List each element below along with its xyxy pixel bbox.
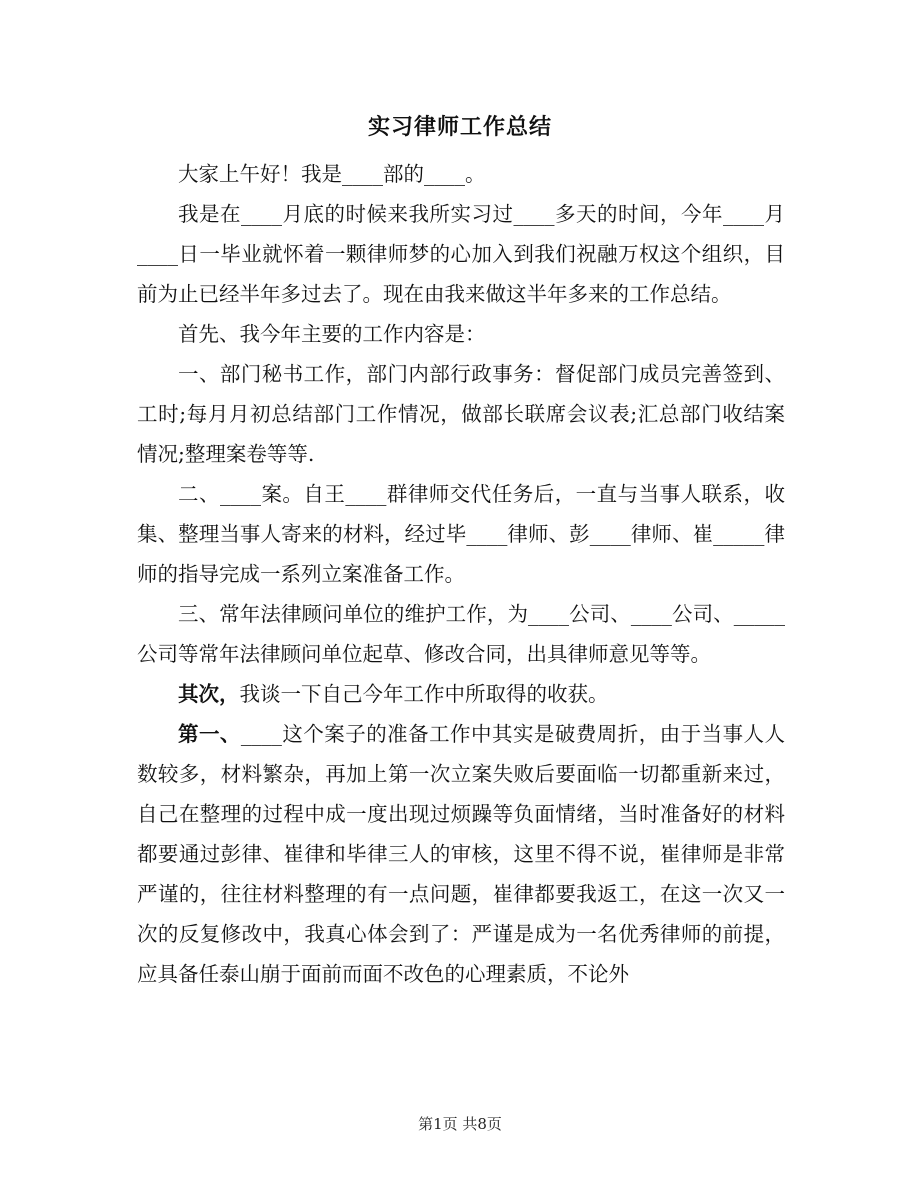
document-body: [137, 154, 785, 994]
work-item-2: 二、____案。自王____群律师交代任务后，一直与当事人联系，收集、整理当事人寄来的材料，经过毕____律师、彭____律师、崔_____律师的指导完成一系列立案准备工作。: [137, 482, 785, 586]
intro-paragraph: 我是在____月底的时候来我所实习过____多天的时间，今年____月____日一毕业就怀着一颗律师梦的心加入到我们祝融万权这个组织，目前为止已经半年多过去了。现在由我来做这半年多来的工作总结。: [137, 202, 785, 306]
gain-point-1-lead: 第一、: [178, 722, 241, 746]
gain-point-1: [137, 714, 785, 994]
work-item-1: 一、部门秘书工作，部门内部行政事务：督促部门成员完善签到、工时;每月月初总结部门工作情况，做部长联席会议表;汇总部门收结案情况;整理案卷等等.: [137, 362, 785, 466]
work-item-3: 三、常年法律顾问单位的维护工作，为____公司、____公司、_____公司等常年法律顾问单位起草、修改合同，出具律师意见等等。: [137, 602, 785, 666]
gain-point-1-rest: ____这个案子的准备工作中其实是破费周折，由于当事人人数较多，材料繁杂，再加上第一次立案失败后要面临一切都重新来过，自己在整理的过程中成一度出现过烦躁等负面情绪，当时准备好的材料都要通过彭律、崔律和毕律三人的审核，这里不得不说，崔律师是非常严谨的，往往材料整理的有一点问题，崔律都要我返工，在这一次又一次的反复修改中，我真心体会到了：严谨是成为一名优秀律师的前提，应具备任泰山崩于面前而面不改色的心理素质，不论外: [137, 722, 786, 986]
work-content-heading: 首先、我今年主要的工作内容是：: [178, 322, 486, 346]
greeting-paragraph: 大家上午好！我是____部的____。: [178, 162, 486, 186]
gains-heading-lead: 其次，: [178, 682, 240, 706]
gains-heading: [137, 674, 785, 714]
gains-heading-rest: 我谈一下自己今年工作中所取得的收获。: [239, 682, 609, 706]
document-title: 实习律师工作总结: [367, 114, 552, 140]
page-number-footer: 第1页 共8页: [418, 1115, 502, 1133]
